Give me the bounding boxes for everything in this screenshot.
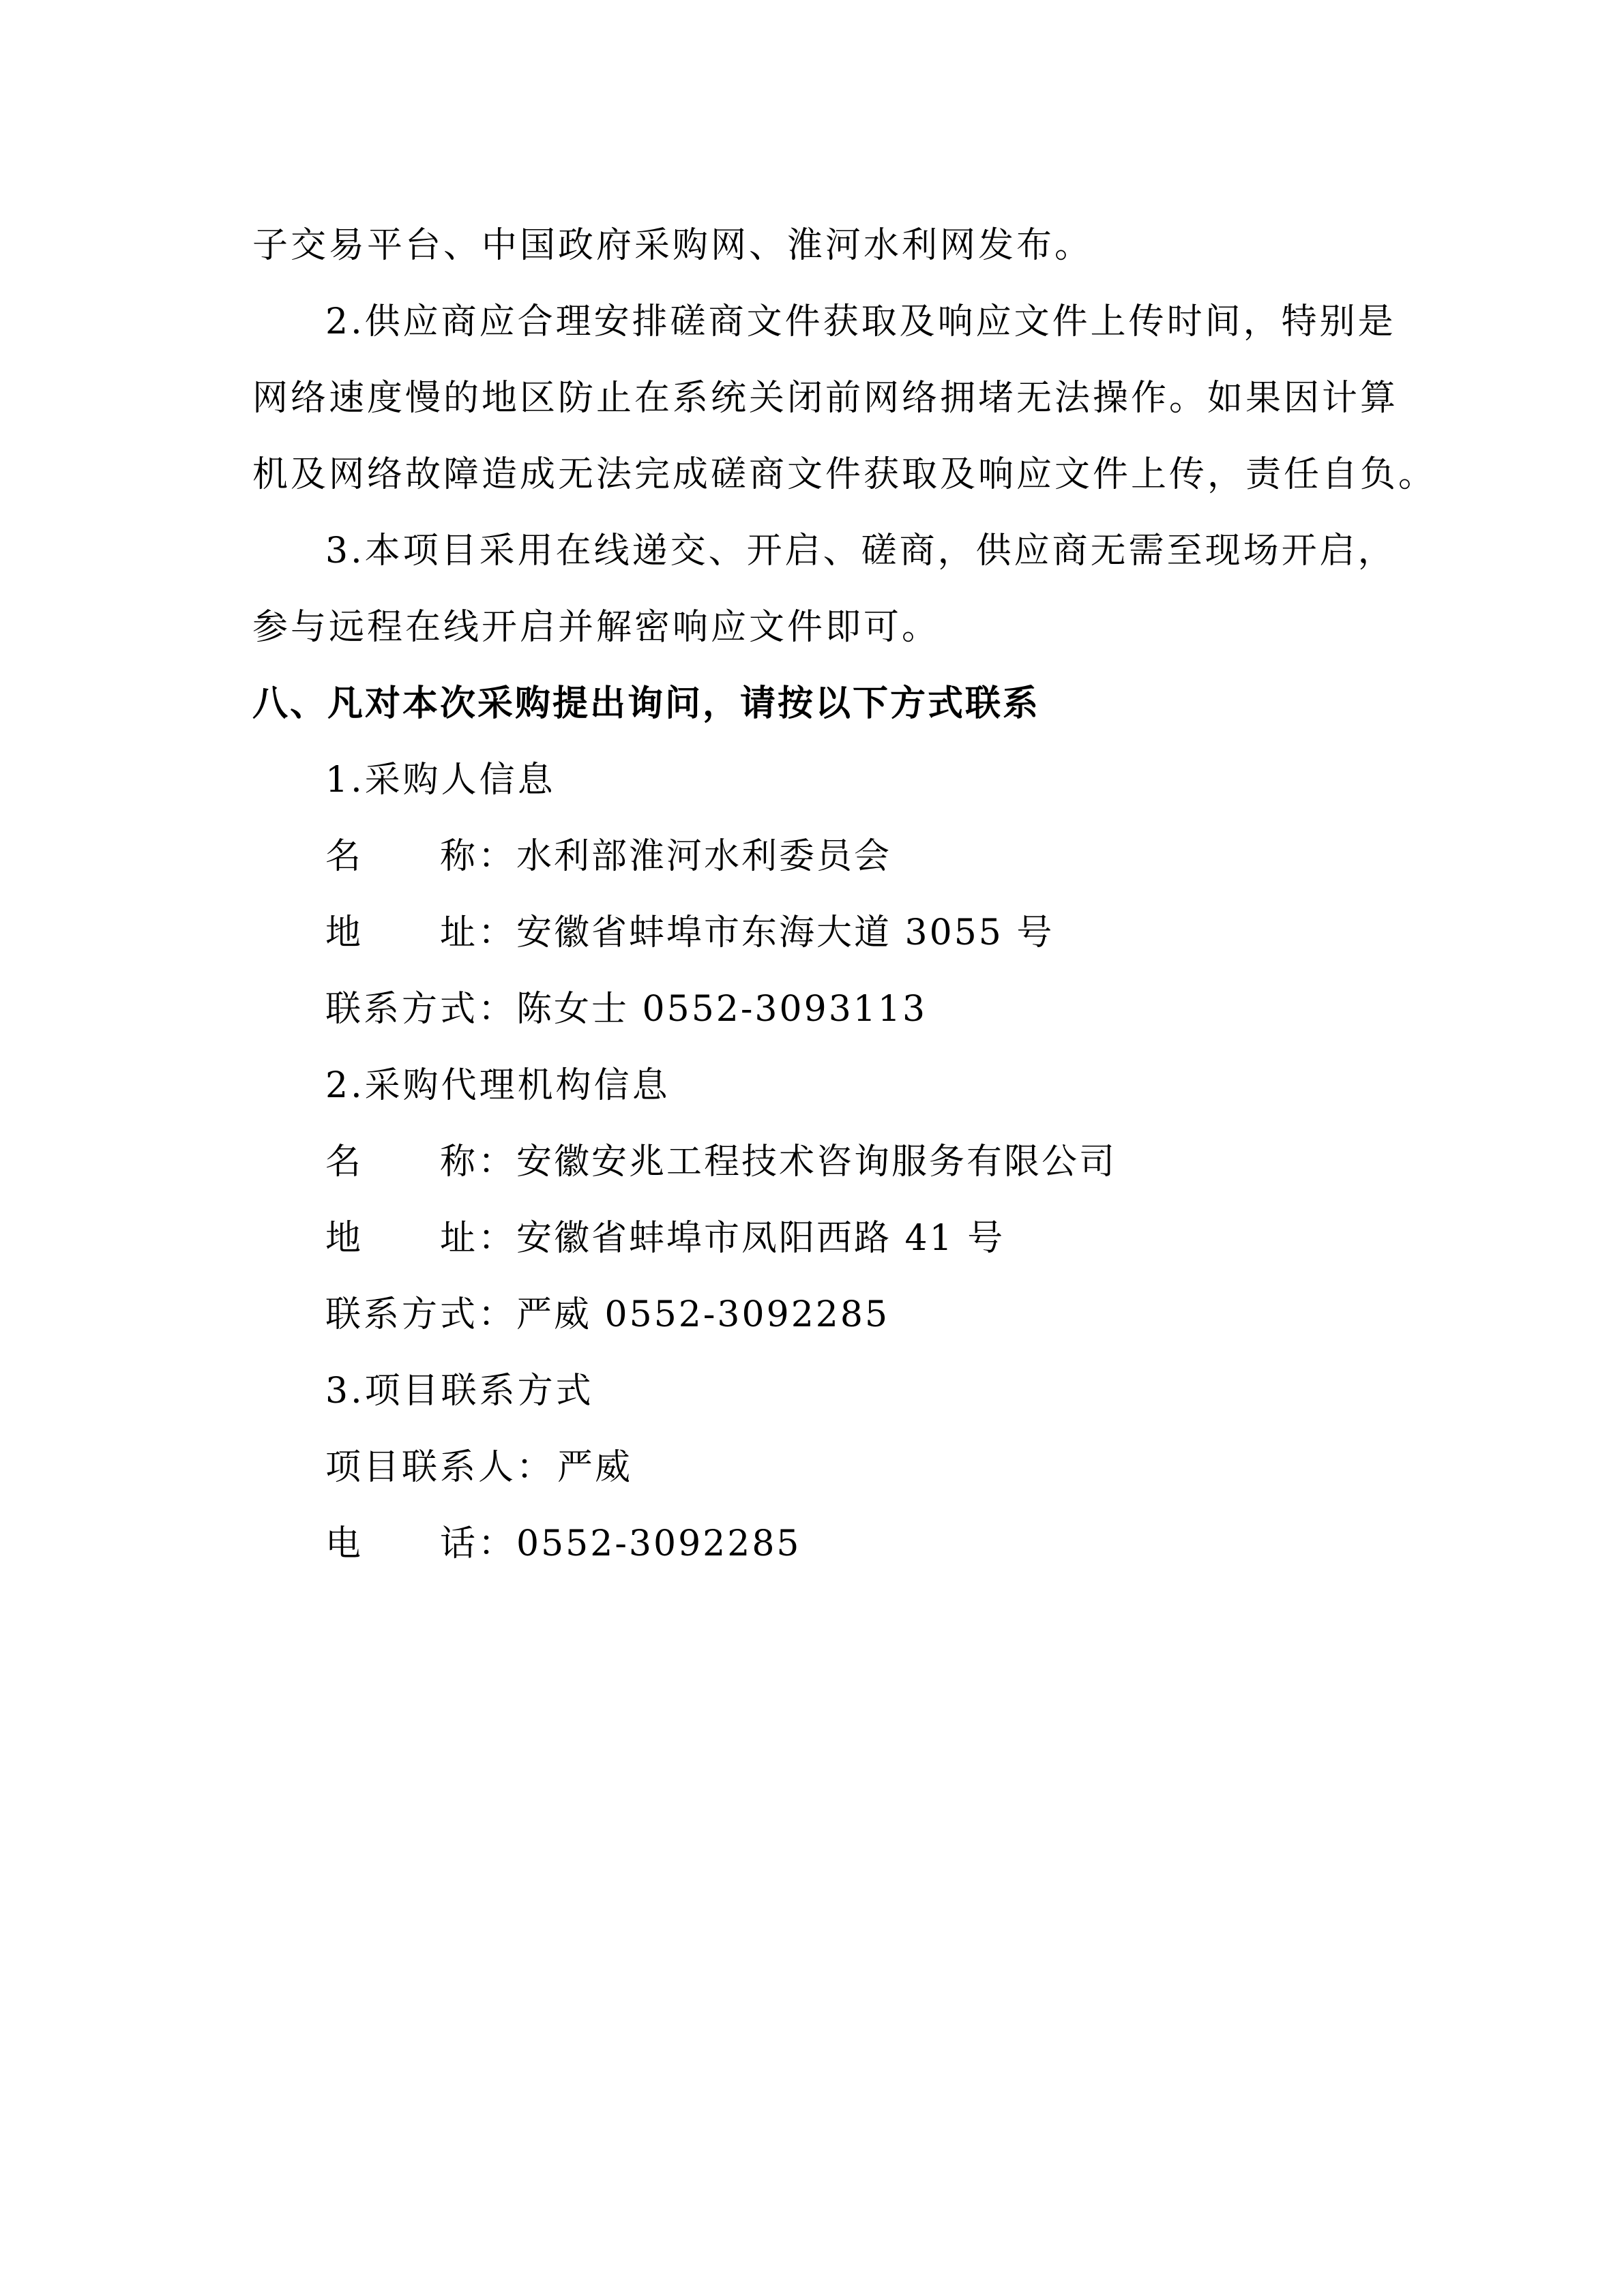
purchaser-contact-value: 陈女士 0552-3093113 (516, 989, 928, 1030)
subsection-title: 2.采购代理机构信息 (325, 1065, 670, 1106)
label-colon: ： (478, 912, 514, 953)
paragraph-line: 网络速度慢的地区防止在系统关闭前网络拥堵无法操作。如果因计算 (252, 378, 1399, 419)
label-char: 地 (325, 1218, 361, 1259)
field-label (325, 912, 516, 953)
label-char: 址 (440, 912, 476, 953)
phone-value: 0552-3092285 (516, 1523, 801, 1564)
paragraph-line: 2.供应商应合理安排磋商文件获取及响应文件上传时间，特别是 (325, 301, 1396, 342)
contact-person-label: 项目联系人： (325, 1447, 555, 1488)
field-label (325, 836, 516, 877)
subsection-title: 3.项目联系方式 (325, 1371, 594, 1412)
contact-person-value: 严威 (557, 1447, 633, 1488)
contact-label: 联系方式： (325, 1294, 517, 1335)
subsection-title: 1.采购人信息 (325, 760, 556, 801)
purchaser-address-value: 安徽省蚌埠市东海大道 3055 号 (516, 912, 1054, 953)
label-colon: ： (478, 1523, 514, 1564)
field-label (325, 1218, 516, 1259)
paragraph-line: 子交易平台、中国政府采购网、淮河水利网发布。 (252, 225, 1093, 266)
label-char: 话 (440, 1523, 476, 1564)
field-label (325, 1142, 516, 1182)
label-colon: ： (478, 1142, 514, 1182)
label-char: 名 (325, 1142, 361, 1182)
paragraph-line: 机及网络故障造成无法完成磋商文件获取及响应文件上传，责任自负。 (252, 454, 1437, 495)
label-char: 电 (325, 1523, 361, 1564)
label-char: 名 (325, 836, 361, 877)
label-colon: ： (478, 1218, 514, 1259)
purchaser-name-value: 水利部淮河水利委员会 (516, 836, 892, 877)
contact-label: 联系方式： (325, 989, 517, 1030)
label-char: 称 (440, 1142, 476, 1182)
label-colon: ： (478, 836, 514, 877)
paragraph-line: 参与远程在线开启并解密响应文件即可。 (252, 607, 941, 648)
paragraph-line: 3.本项目采用在线递交、开启、磋商，供应商无需至现场开启， (325, 531, 1396, 571)
label-char: 地 (325, 912, 361, 953)
agency-address-value: 安徽省蚌埠市凤阳西路 41 号 (516, 1218, 1005, 1259)
agency-name-value: 安徽安兆工程技术咨询服务有限公司 (516, 1142, 1117, 1182)
section-heading: 八、凡对本次采购提出询问，请按以下方式联系 (252, 683, 1041, 724)
label-char: 称 (440, 836, 476, 877)
label-char: 址 (440, 1218, 476, 1259)
field-label (325, 1523, 516, 1564)
agency-contact-value: 严威 0552-3092285 (516, 1294, 890, 1335)
